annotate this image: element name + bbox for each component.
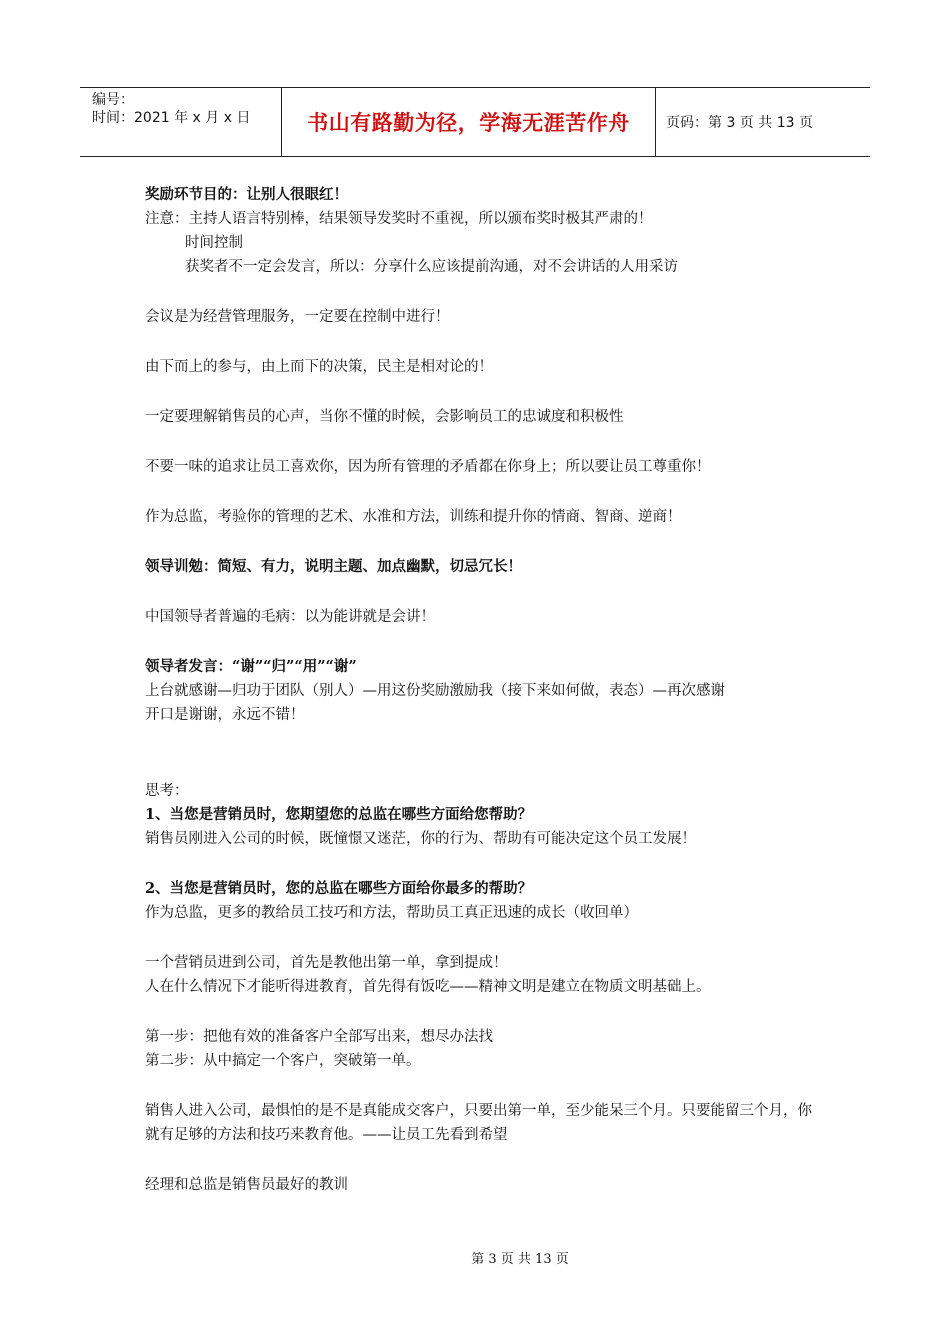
paragraph: 注意：主持人语言特别棒，结果领导发奖时不重视，所以颁布奖时极其严肃的！ bbox=[145, 211, 653, 227]
header-motto-cell bbox=[282, 88, 656, 156]
header-meta bbox=[80, 88, 282, 156]
page-header bbox=[80, 87, 870, 157]
paragraph: 获奖者不一定会发言，所以：分享什么应该提前沟通，对不会讲话的人用采访 bbox=[185, 259, 678, 275]
paragraph: 销售人进入公司，最惧怕的是不是真能成交客户，只要出第一单，至少能呆三个月。只要能留三个月，你就有足够的方法和技巧来教育他。——让员工先看到希望 bbox=[145, 1103, 812, 1143]
paragraph: 上台就感谢—归功于团队（别人）—用这份奖励激励我（接下来如何做，表态）—再次感谢 bbox=[145, 683, 725, 699]
paragraph: 2、当您是营销员时，您的总监在哪些方面给你最多的帮助？ bbox=[145, 880, 533, 897]
paragraph: 销售员刚进入公司的时候，既憧憬又迷茫，你的行为、帮助有可能决定这个员工发展！ bbox=[145, 831, 696, 847]
paragraph: 由下而上的参与，由上而下的决策，民主是相对论的！ bbox=[145, 359, 493, 375]
header-page-info: 页码：第 3 页 共 13 页 bbox=[666, 115, 813, 131]
header-motto: 书山有路勤为径，学海无涯苦作舟 bbox=[307, 111, 630, 135]
document-body bbox=[145, 183, 815, 1197]
paragraph: 开口是谢谢，永远不错！ bbox=[145, 707, 305, 723]
page-footer: 第 3 页 共 13 页 bbox=[471, 1252, 569, 1267]
paragraph: 思考： bbox=[145, 783, 189, 799]
paragraph: 经理和总监是销售员最好的教训 bbox=[145, 1177, 348, 1193]
paragraph: 中国领导者普遍的毛病：以为能讲就是会讲！ bbox=[145, 609, 435, 625]
paragraph: 领导训勉：简短、有力，说明主题、加点幽默，切忌冗长！ bbox=[145, 558, 522, 575]
paragraph: 一定要理解销售员的心声，当你不懂的时候，会影响员工的忠诚度和积极性 bbox=[145, 409, 624, 425]
paragraph: 时间控制 bbox=[185, 235, 243, 251]
paragraph: 第二步：从中搞定一个客户，突破第一单。 bbox=[145, 1053, 421, 1069]
paragraph: 作为总监，考验你的管理的艺术、水准和方法，训练和提升你的情商、智商、逆商！ bbox=[145, 509, 682, 525]
paragraph: 人在什么情况下才能听得进教育，首先得有饭吃——精神文明是建立在物质文明基础上。 bbox=[145, 979, 711, 995]
paragraph: 一个营销员进到公司，首先是教他出第一单，拿到提成！ bbox=[145, 955, 508, 971]
serial-label: 编号： bbox=[92, 92, 134, 108]
paragraph: 奖励环节目的：让别人很眼红！ bbox=[145, 186, 348, 203]
paragraph: 1、当您是营销员时，您期望您的总监在哪些方面给您帮助？ bbox=[145, 806, 533, 823]
paragraph: 会议是为经营管理服务，一定要在控制中进行！ bbox=[145, 309, 450, 325]
paragraph: 不要一味的追求让员工喜欢你，因为所有管理的矛盾都在你身上；所以要让员工尊重你！ bbox=[145, 459, 711, 475]
time-label: 时间：2021 年 x 月 x 日 bbox=[92, 110, 251, 126]
paragraph: 作为总监，更多的教给员工技巧和方法，帮助员工真正迅速的成长（收回单） bbox=[145, 905, 638, 921]
paragraph: 第一步：把他有效的准备客户全部写出来，想尽办法找 bbox=[145, 1029, 493, 1045]
paragraph: 领导者发言：“谢”“归”“用”“谢” bbox=[145, 658, 357, 675]
